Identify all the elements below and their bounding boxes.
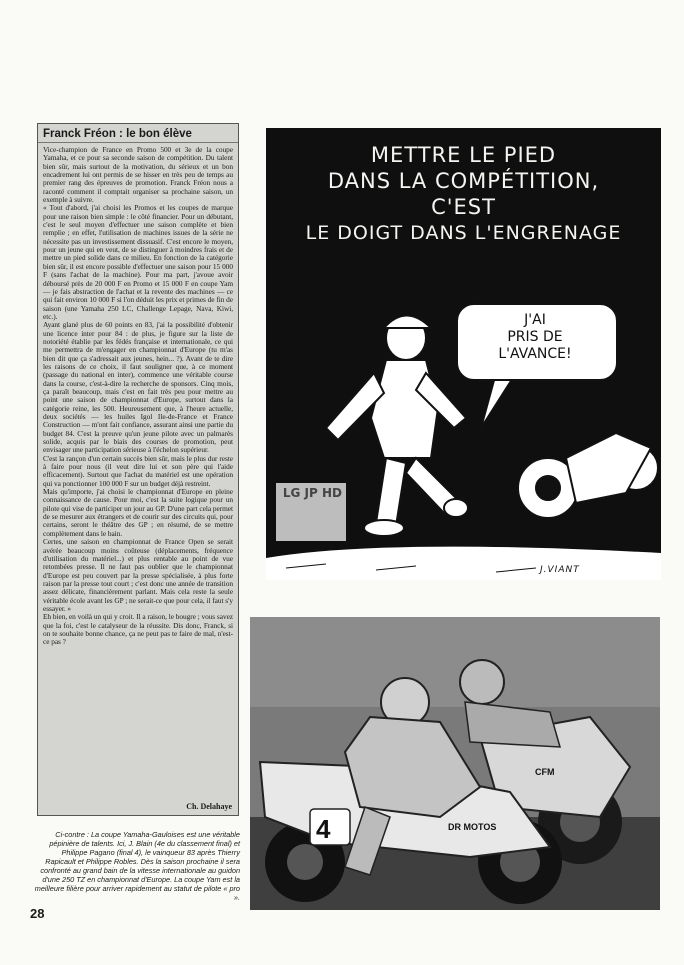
cartoon-rider [326, 316, 468, 537]
speech-bubble-line: L'AVANCE! [498, 346, 572, 362]
cartoon-ground [266, 547, 661, 580]
front-sponsor-logo: DR MOTOS [448, 822, 497, 832]
article-paragraph: C'est la rançon d'un certain succès bien sûr, mais le plus dur reste à faire pour nous (il veut dire lui et son père qui l'aide efficacement). Surtout que l'achat du matériel est une opération qui va ponctionner 100 000 F sur un budget déjà restreint. [43, 453, 233, 488]
watermark-text: LG JP HD [282, 486, 342, 500]
race-number-plate: 4 [316, 814, 331, 844]
article-box [37, 123, 239, 816]
photo-caption: Ci-contre : La coupe Yamaha-Gauloises est une véritable pépinière de talents. Ici, J. Blain (4e du classement final) et Philippe Pagano (final 4), le vainqueur 83 après Thierry Rapicault et Philippe Robles. Dès la saison prochaine il sera confronté au grand bain de la vitesse internationale au guidon d'une 250 TZ en championnat d'Europe. La coupe Yam est la meilleure filière pour arriver rapidement au statut de pilote « pro ». [34, 830, 240, 902]
article-paragraph: Ayant glané plus de 60 points en 83, j'ai la possibilité d'obtenir une licence inter pour 84 : de plus, je figure sur la liste de notoriété établie par les fédés française et internationale, ce qui me permettra de m'engager en championnat d'Europe (tu m'as bien dit que ça s'adressait aux jeunes, hein... ?). Avant de te dire les raisons de ce choix, il faut souligner que, à ce moment (passage du national en inter), commence une véritable course dans la course, c'est-à-dire la recherche de sponsors. Cinq mois, ça paraît beaucoup, mais c'est en fait très peu pour mettre au point une saison de championnat d'Europe, surtout dans la catégorie reine, les 500. Heureusement que, à l'heure actuelle, deux sociétés — les huiles Igol Ile-de-France et France Construction — m'ont fait confiance, assurant ainsi une partie du budget 84. C'est la preuve qu'un jeune pilote avec un palmarès solide, acquis par le biais des courses de promotion, peut envisager une participation sérieuse à l'échelon supérieur. [43, 320, 233, 455]
racing-photo [250, 617, 660, 910]
byline: Ch. Delahaye [186, 802, 232, 811]
article-paragraph: Eh bien, en voilà un qui y croit. Il a raison, le bougre ; vous savez que la foi, c'est le catalyseur de la réussite. Dis donc, Franck, si on te souhaite bonne chance, ça ne peut pas te faire de mal, n'est-ce pas ? [43, 612, 233, 647]
cartoon-signature: J.VIANT [540, 565, 580, 575]
speech-bubble-text [464, 312, 606, 363]
article-paragraph: Mais qu'importe, j'ai choisi le championnat d'Europe en pleine connaissance de cause. Pour moi, c'est la suite logique pour un pilote qui vise de participer un jour au GP. D'une part cela permet de se mesurer aux étrangers et de courir sur des circuits qui, pour certains, seront le théâtre des GP ; en résumé, de se mettre complètement dans le bain. [43, 487, 233, 538]
speech-bubble-line: J'AI [524, 312, 546, 328]
page-number: 28 [30, 906, 45, 921]
cartoon-illustration [266, 128, 661, 580]
rear-sponsor-logo: CFM [535, 767, 555, 777]
article-body [38, 146, 238, 647]
article-paragraph: Certes, une saison en championnat de France Open se serait avérée beaucoup moins coûteuse (déplacements, fréquence d'utilisation du matériel...) et plus rentable au point de vue retombées presse. Il ne faut pas oublier que le championnat d'Europe est peu couvert par la presse spécialisée, à plus forte raison par la presse tout court ; c'est donc une année de transition assez délicate, financièrement parlant. Mais cela reste la seule véritable école avant les GP ; ne serait-ce que pour cela, il faut s'y essayer. » [43, 537, 233, 613]
cartoon-headline-line: METTRE LE PIED [370, 143, 557, 167]
speech-bubble-tail [481, 373, 516, 428]
watermark [276, 483, 346, 541]
cartoon-headline-line: C'EST [431, 195, 496, 219]
cartoon-headline-line: DANS LA COMPÉTITION, [327, 169, 600, 193]
article-paragraph: Vice-champion de France en Promo 500 et 3e de la coupe Yamaha, et ce pour sa seconde saison de compétition. Du talent bien sûr, mais surtout de la motivation, du sérieux et un bon encadrement lui ont permis de se hisser en très peu de temps au premier rang des épreuves de promotion. Franck Fréon nous a raconté comment il comptait organiser sa prochaine saison, un exemple à suivre. [43, 145, 233, 205]
article-paragraph: « Tout d'abord, j'ai choisi les Promos et les coupes de marque pour une raison bien simple : le côté financier. Pour un débutant, c'est le seul moyen d'effectuer une saison complète et bien remplie ; en effet, l'utilisation de machines issues de la série ne nécessite pas un investissement dissuasif. C'est encore le moyen, pour un jeune qui en veut, de se distinguer à moindres frais et de mettre un pied solide dans ce milieu. En fonction de la catégorie bien sûr, il est encore possible d'effectuer une saison pour 15 000 F (sans l'achat de la machine). Pour ma part, j'avoue avoir déboursé près de 20 000 F en Promo et 15 000 F en coupe Yam — je fais abstraction de l'achat et la revente des machines — ce qui fait environ 10 000 F si l'on déduit les prix et primes de fin de saison (une Yamaha 250 LC, Challenge Lepage, Nava, Kiwi, etc.). [43, 203, 233, 321]
cartoon-motorbike [518, 433, 658, 518]
speech-bubble-line: PRIS DE [507, 329, 563, 345]
racing-photo-drawing [250, 617, 660, 910]
cartoon-headline-line: LE DOIGT DANS L'ENGRENAGE [305, 222, 622, 244]
article-title: Franck Fréon : le bon élève [38, 124, 238, 143]
